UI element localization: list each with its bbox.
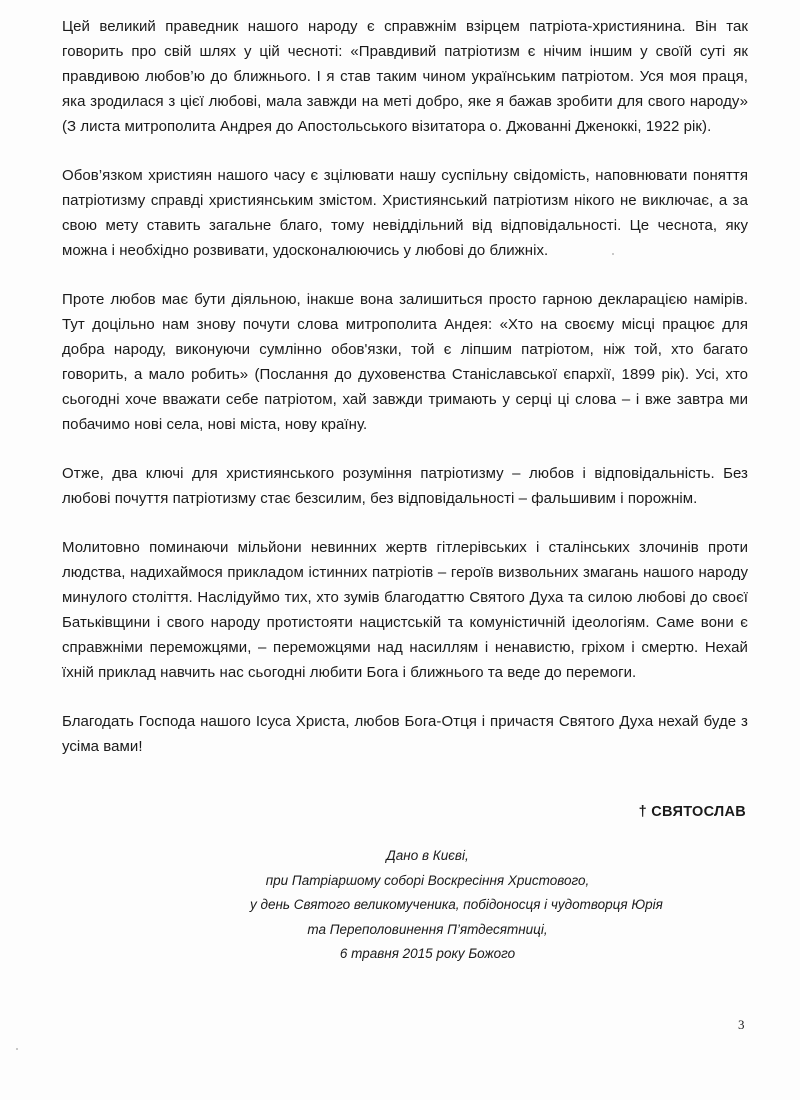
dated-block <box>250 844 663 967</box>
letter-body <box>62 14 748 783</box>
paragraph-two-keys: Отже, два ключі для християнського розуміння патріотизму – любов і відповідальність. Без любові почуття патріотизму стає безсилим, без відповідальності – фальшивим і порожнім. <box>62 465 748 507</box>
dated-line: Дано в Києві, <box>386 848 469 863</box>
paragraph-remembrance: Молитовно поминаючи мільйони невинних жертв гітлерівських і сталінських злочинів проти людства, надихаймося прикладом істинних патріотів – героїв визвольних змагань нашого народу минулого століття. Наслідуймо тих, хто зумів благодаттю Святого Духа та силою любові до своєї Батьківщини і свого народу протистояти нацистській та комуністичній ідеологіям. Саме вони є справжніми переможцями, – переможцями над насиллям і ненавистю, гріхом і смертю. Нехай їхній приклад навчить нас сьогодні любити Бога і ближнього та веде до перемоги. <box>62 539 748 681</box>
dated-line: при Патріаршому соборі Воскресіння Христового, <box>265 872 590 888</box>
scan-speck <box>16 1048 18 1050</box>
paragraph-blessing: Благодать Господа нашого Ісуса Христа, любов Бога-Отця і причастя Святого Духа нехай буде з усіма вами! <box>62 713 748 755</box>
signature: † СВЯТОСЛАВ <box>638 804 746 820</box>
paragraph-christian-duty: Обов’язком християн нашого часу є зцілювати нашу суспільну свідомість, наповнювати поняття патріотизму справді християнським змістом. Християнський патріотизм нікого не виключає, а за свою мету ставить загальне благо, тому невіддільний від відповідальності. Це чеснота, яку можна і необхідно розвивати, удосконалюючись у любові до ближніх. <box>62 167 748 259</box>
dated-line: у день Святого великомученика, побідоносця і чудотворця Юрія <box>250 897 663 912</box>
dated-line: та Переполовинення П’ятдесятниці, <box>307 921 548 937</box>
paragraph-patriot-example: Цей великий праведник нашого народу є справжнім взірцем патріота-християнина. Він так говорить про свій шлях у цій чесноті: «Правдивий патріотизм є нічим іншим у своїй суті як правдивою любов’ю до ближнього. І я став таким чином українським патріотом. Уся моя праця, яка зродилася з цієї любові, мала завжди на меті добро, яке я бажав зробити для свого народу» (З листа митрополита Андрея до Апостольського візитатора о. Джованні Дженоккі, 1922 рік). <box>62 18 748 135</box>
dated-line: 6 травня 2015 року Божого <box>339 946 516 961</box>
scan-speck <box>612 253 614 255</box>
page-number: 3 <box>738 1017 745 1032</box>
paragraph-active-love: Проте любов має бути діяльною, інакше вона залишиться просто гарною декларацією намірів. Тут доцільно нам знову почути слова митрополита Андея: «Хто на своєму місці працює для добра народу, виконуючи сумлінно обов'язки, той є ліпшим патріотом, ніж той, хто багато говорить, а мало робить» (Послання до духовенства Станіславської єпархії, 1899 рік). Усі, хто сьогодні хоче вважати себе патріотом, хай завжди тримають у серці ці слова – і вже завтра ми побачимо нові села, нові міста, нову країну. <box>62 291 748 433</box>
